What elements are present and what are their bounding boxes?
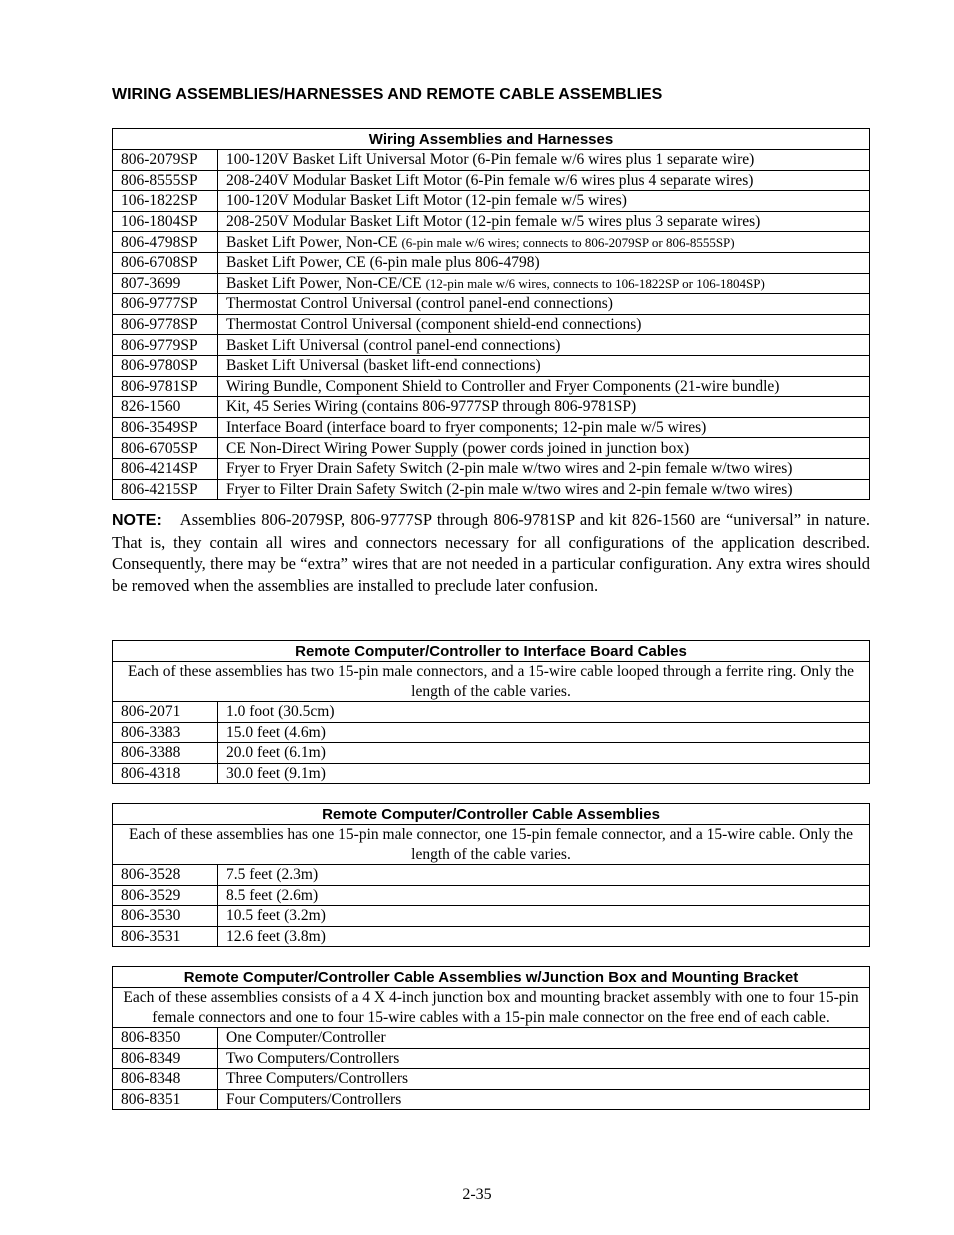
table-row	[113, 150, 870, 171]
description-text: Thermostat Control Universal (control panel-end connections)	[226, 295, 613, 313]
part-description	[218, 906, 870, 927]
part-number: 806-9777SP	[113, 294, 218, 315]
table-body	[113, 150, 870, 500]
table-row	[113, 702, 870, 723]
part-description	[218, 170, 870, 191]
description-text: 20.0 feet (6.1m)	[226, 744, 326, 762]
part-description	[218, 926, 870, 947]
part-number: 806-6708SP	[113, 252, 218, 273]
part-number: 806-6705SP	[113, 438, 218, 459]
part-description	[218, 232, 870, 253]
description-text: 12.6 feet (3.8m)	[226, 928, 326, 946]
part-description	[218, 1028, 870, 1049]
table-row	[113, 438, 870, 459]
part-number: 806-9780SP	[113, 355, 218, 376]
part-number: 806-4215SP	[113, 479, 218, 500]
note-label: NOTE:	[112, 512, 162, 529]
part-description	[218, 355, 870, 376]
part-number: 806-3383	[113, 722, 218, 743]
note-text: Assemblies 806-2079SP, 806-9777SP through 806-9781SP and kit 826-1560 are “universal” in nature. That is, they contain all wires and connectors necessary for all configurations of the application described. Consequently, there may be “extra” wires that are not needed in a particular configuration. Any extra wires should be removed when the assemblies are installed to preclude later confusion.	[112, 510, 870, 595]
description-text: 15.0 feet (4.6m)	[226, 723, 326, 741]
description-text: 10.5 feet (3.2m)	[226, 907, 326, 925]
description-text: 208-250V Modular Basket Lift Motor (12-pin female w/5 wires plus 3 separate wires)	[226, 213, 761, 231]
description-text: Fryer to Fryer Drain Safety Switch (2-pin male w/two wires and 2-pin female w/two wires)	[226, 460, 793, 478]
part-number: 806-9779SP	[113, 335, 218, 356]
table-row	[113, 722, 870, 743]
part-description	[218, 376, 870, 397]
table-row	[113, 743, 870, 764]
part-number: 806-4318	[113, 763, 218, 784]
part-number: 806-3531	[113, 926, 218, 947]
description-text: Interface Board (interface board to fryer components; 12-pin male w/5 wires)	[226, 419, 707, 437]
part-number: 806-4214SP	[113, 458, 218, 479]
table-row	[113, 232, 870, 253]
part-description	[218, 702, 870, 723]
part-description	[218, 438, 870, 459]
table-row	[113, 906, 870, 927]
part-description	[218, 1069, 870, 1090]
description-text: 7.5 feet (2.3m)	[226, 866, 319, 884]
table-description: Each of these assemblies has two 15-pin male connectors, and a 15-wire cable looped through a ferrite ring. Only the length of the cable varies.	[113, 662, 870, 702]
table-row	[113, 397, 870, 418]
description-detail: (12-pin male w/6 wires, connects to 106-1822SP or 106-1804SP)	[425, 275, 765, 291]
table-row	[113, 191, 870, 212]
table-row	[113, 376, 870, 397]
description-text: One Computer/Controller	[226, 1029, 386, 1047]
part-number: 806-4798SP	[113, 232, 218, 253]
table-body	[113, 865, 870, 947]
part-description	[218, 314, 870, 335]
part-number: 807-3699	[113, 273, 218, 294]
part-number: 806-3529	[113, 885, 218, 906]
description-text: CE Non-Direct Wiring Power Supply (power cords joined in junction box)	[226, 439, 690, 457]
description-text: Kit, 45 Series Wiring (contains 806-9777SP through 806-9781SP)	[226, 398, 637, 416]
table-row	[113, 273, 870, 294]
description-text: Fryer to Filter Drain Safety Switch (2-pin male w/two wires and 2-pin female w/two wires)	[226, 480, 793, 498]
table-header: Wiring Assemblies and Harnesses	[113, 129, 870, 150]
table-header: Remote Computer/Controller to Interface Board Cables	[113, 641, 870, 662]
part-description	[218, 294, 870, 315]
part-description	[218, 479, 870, 500]
note-paragraph	[112, 509, 870, 596]
part-number: 806-3530	[113, 906, 218, 927]
part-description	[218, 191, 870, 212]
page-number: 2-35	[462, 1186, 492, 1203]
interface-cables-table	[112, 640, 870, 784]
description-text: Four Computers/Controllers	[226, 1091, 402, 1109]
table-row	[113, 170, 870, 191]
table-body	[113, 702, 870, 784]
part-number: 806-8350	[113, 1028, 218, 1049]
part-description	[218, 273, 870, 294]
part-number: 806-9781SP	[113, 376, 218, 397]
table-row	[113, 211, 870, 232]
description-text: Basket Lift Power, CE (6-pin male plus 806-4798)	[226, 254, 540, 272]
part-description	[218, 335, 870, 356]
table-row	[113, 417, 870, 438]
part-description	[218, 743, 870, 764]
part-description	[218, 417, 870, 438]
table-header: Remote Computer/Controller Cable Assemblies w/Junction Box and Mounting Bracket	[113, 967, 870, 988]
part-number: 106-1822SP	[113, 191, 218, 212]
part-number: 806-3388	[113, 743, 218, 764]
description-text: Three Computers/Controllers	[226, 1070, 409, 1088]
part-number: 806-2071	[113, 702, 218, 723]
description-text: 100-120V Basket Lift Universal Motor (6-Pin female w/6 wires plus 1 separate wire)	[226, 151, 755, 169]
description-text: 208-240V Modular Basket Lift Motor (6-Pin female w/6 wires plus 4 separate wires)	[226, 171, 754, 189]
description-text: Basket Lift Power, Non-CE	[226, 233, 402, 251]
part-number: 806-8351	[113, 1089, 218, 1110]
table-body	[113, 1028, 870, 1110]
table-row	[113, 479, 870, 500]
description-text: Two Computers/Controllers	[226, 1049, 400, 1067]
table-row	[113, 314, 870, 335]
part-description	[218, 865, 870, 886]
part-description	[218, 885, 870, 906]
table-row	[113, 458, 870, 479]
part-description	[218, 1048, 870, 1069]
table-row	[113, 885, 870, 906]
table-description: Each of these assemblies consists of a 4 X 4-inch junction box and mounting bracket assembly with one to four 15-pin female connectors and one to four 15-wire cables with a 15-pin male connector on the free end of each cable.	[113, 988, 870, 1028]
table-row	[113, 294, 870, 315]
part-description	[218, 211, 870, 232]
description-text: 8.5 feet (2.6m)	[226, 886, 319, 904]
description-text: Basket Lift Universal (control panel-end connections)	[226, 336, 561, 354]
part-number: 806-9778SP	[113, 314, 218, 335]
part-number: 806-8349	[113, 1048, 218, 1069]
cable-assemblies-table	[112, 803, 870, 947]
part-number: 806-3528	[113, 865, 218, 886]
description-text: 1.0 foot (30.5cm)	[226, 703, 335, 721]
table-row	[113, 865, 870, 886]
part-number: 806-3549SP	[113, 417, 218, 438]
table-description: Each of these assemblies has one 15-pin male connector, one 15-pin female connector, and a 15-wire cable. Only the length of the cable varies.	[113, 825, 870, 865]
part-number: 806-2079SP	[113, 150, 218, 171]
table-row	[113, 252, 870, 273]
part-description	[218, 397, 870, 418]
table-header: Remote Computer/Controller Cable Assemblies	[113, 804, 870, 825]
table-row	[113, 1089, 870, 1110]
description-text: Basket Lift Power, Non-CE/CE	[226, 274, 426, 292]
table-row	[113, 1048, 870, 1069]
part-description	[218, 150, 870, 171]
description-text: 30.0 feet (9.1m)	[226, 765, 326, 783]
table-row	[113, 1069, 870, 1090]
part-number: 806-8348	[113, 1069, 218, 1090]
description-text: 100-120V Modular Basket Lift Motor (12-pin female w/5 wires)	[226, 192, 627, 210]
part-description	[218, 763, 870, 784]
part-description	[218, 1089, 870, 1110]
junction-box-assemblies-table	[112, 966, 870, 1110]
table-row	[113, 355, 870, 376]
table-row	[113, 335, 870, 356]
table-row	[113, 763, 870, 784]
part-number: 826-1560	[113, 397, 218, 418]
part-number: 106-1804SP	[113, 211, 218, 232]
wiring-assemblies-table	[112, 128, 870, 500]
part-description	[218, 252, 870, 273]
table-row	[113, 926, 870, 947]
part-description	[218, 458, 870, 479]
page-title: WIRING ASSEMBLIES/HARNESSES AND REMOTE CABLE ASSEMBLIES	[112, 86, 663, 103]
part-description	[218, 722, 870, 743]
table-row	[113, 1028, 870, 1049]
part-number: 806-8555SP	[113, 170, 218, 191]
description-text: Basket Lift Universal (basket lift-end connections)	[226, 357, 541, 375]
description-text: Thermostat Control Universal (component shield-end connections)	[226, 316, 642, 334]
description-detail: (6-pin male w/6 wires; connects to 806-2079SP or 806-8555SP)	[401, 234, 735, 250]
description-text: Wiring Bundle, Component Shield to Controller and Fryer Components (21-wire bundle)	[226, 377, 780, 395]
